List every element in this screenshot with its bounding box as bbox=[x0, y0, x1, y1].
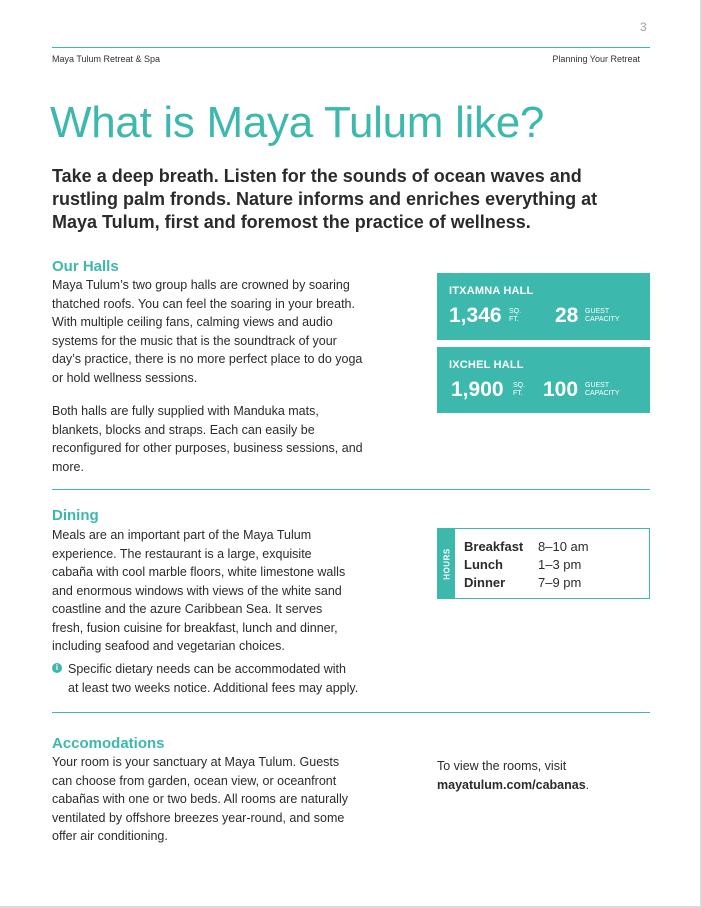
page-title: What is Maya Tulum like? bbox=[50, 98, 545, 147]
text-line: thatched roofs. You can feel the soaring in your breath. bbox=[52, 296, 355, 311]
accommodations-heading: Accomodations bbox=[52, 735, 165, 752]
meal-time: 1–3 pm bbox=[538, 557, 582, 572]
sqft-unit-line: SQ. bbox=[509, 308, 522, 315]
accommodations-paragraph bbox=[52, 753, 348, 846]
text-line: can choose from garden, ocean view, or oceanfront bbox=[52, 773, 337, 788]
rooms-link[interactable]: mayatulum.com/cabanas bbox=[437, 777, 586, 792]
halls-paragraph-2 bbox=[52, 402, 363, 476]
capacity-unit bbox=[585, 382, 620, 398]
meal-name: Breakfast bbox=[464, 539, 524, 554]
sqft-unit bbox=[509, 308, 521, 324]
rooms-link-suffix: . bbox=[585, 777, 590, 792]
dining-paragraph bbox=[52, 526, 345, 656]
text-line: or hold wellness sessions. bbox=[52, 370, 198, 385]
hall-capacity: 100 bbox=[543, 378, 579, 401]
rooms-note bbox=[437, 757, 647, 794]
running-header-left: Maya Tulum Retreat & Spa bbox=[52, 54, 161, 64]
header-rule bbox=[52, 47, 650, 48]
hall-sqft: 1,346 bbox=[449, 304, 502, 327]
capacity-unit-line: GUEST bbox=[585, 308, 610, 315]
text-line: Both halls are fully supplied with Manduka mats, bbox=[52, 404, 319, 418]
rooms-note-link-line bbox=[437, 776, 647, 795]
capacity-unit-line: GUEST bbox=[585, 382, 610, 389]
hours-label: HOURS bbox=[442, 547, 451, 580]
text-line: cabaña with cool marble floors, white limestone walls bbox=[52, 565, 346, 579]
info-icon: i bbox=[52, 663, 62, 673]
hall-name: ITXAMNA HALL bbox=[449, 285, 534, 297]
text-line: offer air conditioning. bbox=[52, 829, 168, 843]
dining-heading: Dining bbox=[52, 507, 99, 524]
hall-name: IXCHEL HALL bbox=[449, 359, 524, 371]
text-line: Meals are an important part of the Maya Tulum bbox=[52, 528, 312, 542]
rooms-note-prefix: To view the rooms, visit bbox=[437, 759, 567, 773]
hall-card-itxamna bbox=[437, 273, 650, 340]
capacity-unit bbox=[585, 308, 620, 324]
page-number: 3 bbox=[640, 20, 647, 34]
intro-paragraph: Take a deep breath. Listen for the sounds of ocean waves and rustling palm fronds. Nature informs and enriches everything at Maya Tulum, first and foremost the practice of wellness. bbox=[52, 166, 598, 232]
halls-heading: Our Halls bbox=[52, 258, 119, 275]
text-line: experience. The restaurant is a large, exquisite bbox=[52, 546, 312, 561]
hall-card-ixchel bbox=[437, 347, 650, 413]
hall-capacity: 28 bbox=[555, 304, 579, 327]
text-line: Specific dietary needs can be accommodated with bbox=[68, 662, 346, 676]
meal-time: 8–10 am bbox=[538, 539, 589, 554]
hours-tab bbox=[438, 529, 455, 598]
capacity-unit-line: CAPACITY bbox=[585, 390, 620, 397]
dietary-note bbox=[68, 660, 398, 697]
text-line: at least two weeks notice. Additional fees may apply. bbox=[68, 680, 359, 695]
meal-name: Lunch bbox=[464, 557, 503, 572]
text-line: and enormous windows with views of the white sand bbox=[52, 583, 342, 598]
text-line: cabañas with one or two beds. All rooms are naturally bbox=[52, 792, 348, 806]
capacity-unit-line: CAPACITY bbox=[585, 316, 620, 323]
section-divider bbox=[52, 712, 650, 713]
meal-time: 7–9 pm bbox=[538, 575, 582, 590]
text-line: more. bbox=[52, 459, 84, 474]
section-divider bbox=[52, 489, 650, 490]
sqft-unit-line: FT. bbox=[513, 390, 523, 397]
text-line: blankets, blocks and straps. Each can easily be bbox=[52, 422, 315, 437]
text-line: coastline and the azure Caribbean Sea. It serves bbox=[52, 602, 323, 616]
text-line: day’s practice, there is no more perfect place to do yoga bbox=[52, 352, 363, 366]
meal-name: Dinner bbox=[464, 575, 506, 590]
text-line: including seafood and vegetarian choices. bbox=[52, 639, 285, 653]
sqft-unit-line: FT. bbox=[509, 316, 519, 323]
text-line: Maya Tulum’s two group halls are crowned by soaring bbox=[52, 278, 350, 292]
halls-paragraph-1 bbox=[52, 276, 362, 387]
text-line: ventilated by offshore breezes year-round, and some bbox=[52, 810, 345, 825]
text-line: systems for the music that is the soundtrack of your bbox=[52, 333, 337, 348]
text-line: Your room is your sanctuary at Maya Tulum. Guests bbox=[52, 755, 340, 769]
hall-sqft: 1,900 bbox=[451, 378, 504, 401]
text-line: fresh, fusion cuisine for breakfast, lunch and dinner, bbox=[52, 620, 338, 635]
sqft-unit-line: SQ. bbox=[513, 382, 526, 389]
text-line: reconfigured for other purposes, business sessions, and bbox=[52, 441, 363, 455]
dining-hours-box bbox=[437, 528, 650, 599]
running-header-right: Planning Your Retreat bbox=[552, 54, 640, 64]
text-line: With multiple ceiling fans, calming views and audio bbox=[52, 315, 333, 329]
sqft-unit bbox=[513, 382, 525, 398]
